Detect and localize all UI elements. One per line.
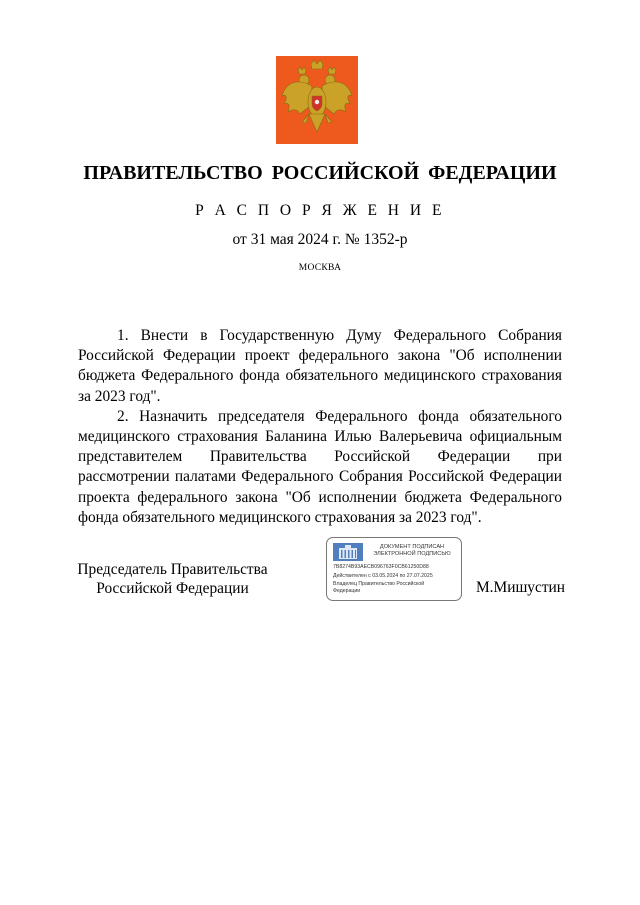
coat-of-arms-emblem — [276, 56, 358, 144]
document-body — [78, 326, 562, 528]
signer-name: М.Мишустин — [476, 579, 566, 596]
document-date-number: от 31 мая 2024 г. № 1352-р — [232, 231, 408, 248]
electronic-signature-stamp — [326, 537, 462, 601]
government-title: ПРАВИТЕЛЬСТВО РОССИЙСКОЙ ФЕДЕРАЦИИ — [83, 162, 557, 184]
signer-title-line-1: Председатель Правительства — [77, 561, 268, 578]
body-item-1: 1. Внести в Государственную Думу Федерального Собрания Российской Федерации проект федерального закона "Об исполнении бюджета Федерального фонда обязательного медицинского страхования за 2023 год". — [78, 327, 562, 405]
stamp-validity: Действителен с 03.05.2024 по 27.07.2025 — [333, 573, 433, 579]
body-item-2: 2. Назначить председателя Федерального фонда обязательного медицинского страхования Баланина Илью Валерьевича официальным представителем Правительства Российской Федерации при рассмотрении палатами Федерального Собрания Российской Федерации проекта федерального закона "Об исполнении бюджета Федерального фонда обязательного медицинского страхования за 2023 год". — [78, 407, 562, 526]
stamp-owner-line-2: Федерации — [333, 587, 361, 594]
government-building-icon — [333, 543, 363, 561]
document-city: МОСКВА — [298, 263, 342, 273]
stamp-heading-line-2: ЭЛЕКТРОННОЙ ПОДПИСЬЮ — [373, 551, 451, 557]
document-type: Р А С П О Р Я Ж Е Н И Е — [195, 202, 445, 219]
stamp-heading-line-1: ДОКУМЕНТ ПОДПИСАН — [379, 544, 445, 550]
stamp-owner-line-1: Владелец Правительство Российской — [333, 581, 425, 587]
stamp-certificate: 7B8274B93AECB096763F0CB61250D88 — [333, 564, 429, 570]
double-headed-eagle-icon — [276, 56, 358, 144]
signer-title-line-2: Российской Федерации — [96, 580, 249, 597]
stamp-heading — [365, 544, 459, 558]
signer-title — [70, 560, 275, 598]
